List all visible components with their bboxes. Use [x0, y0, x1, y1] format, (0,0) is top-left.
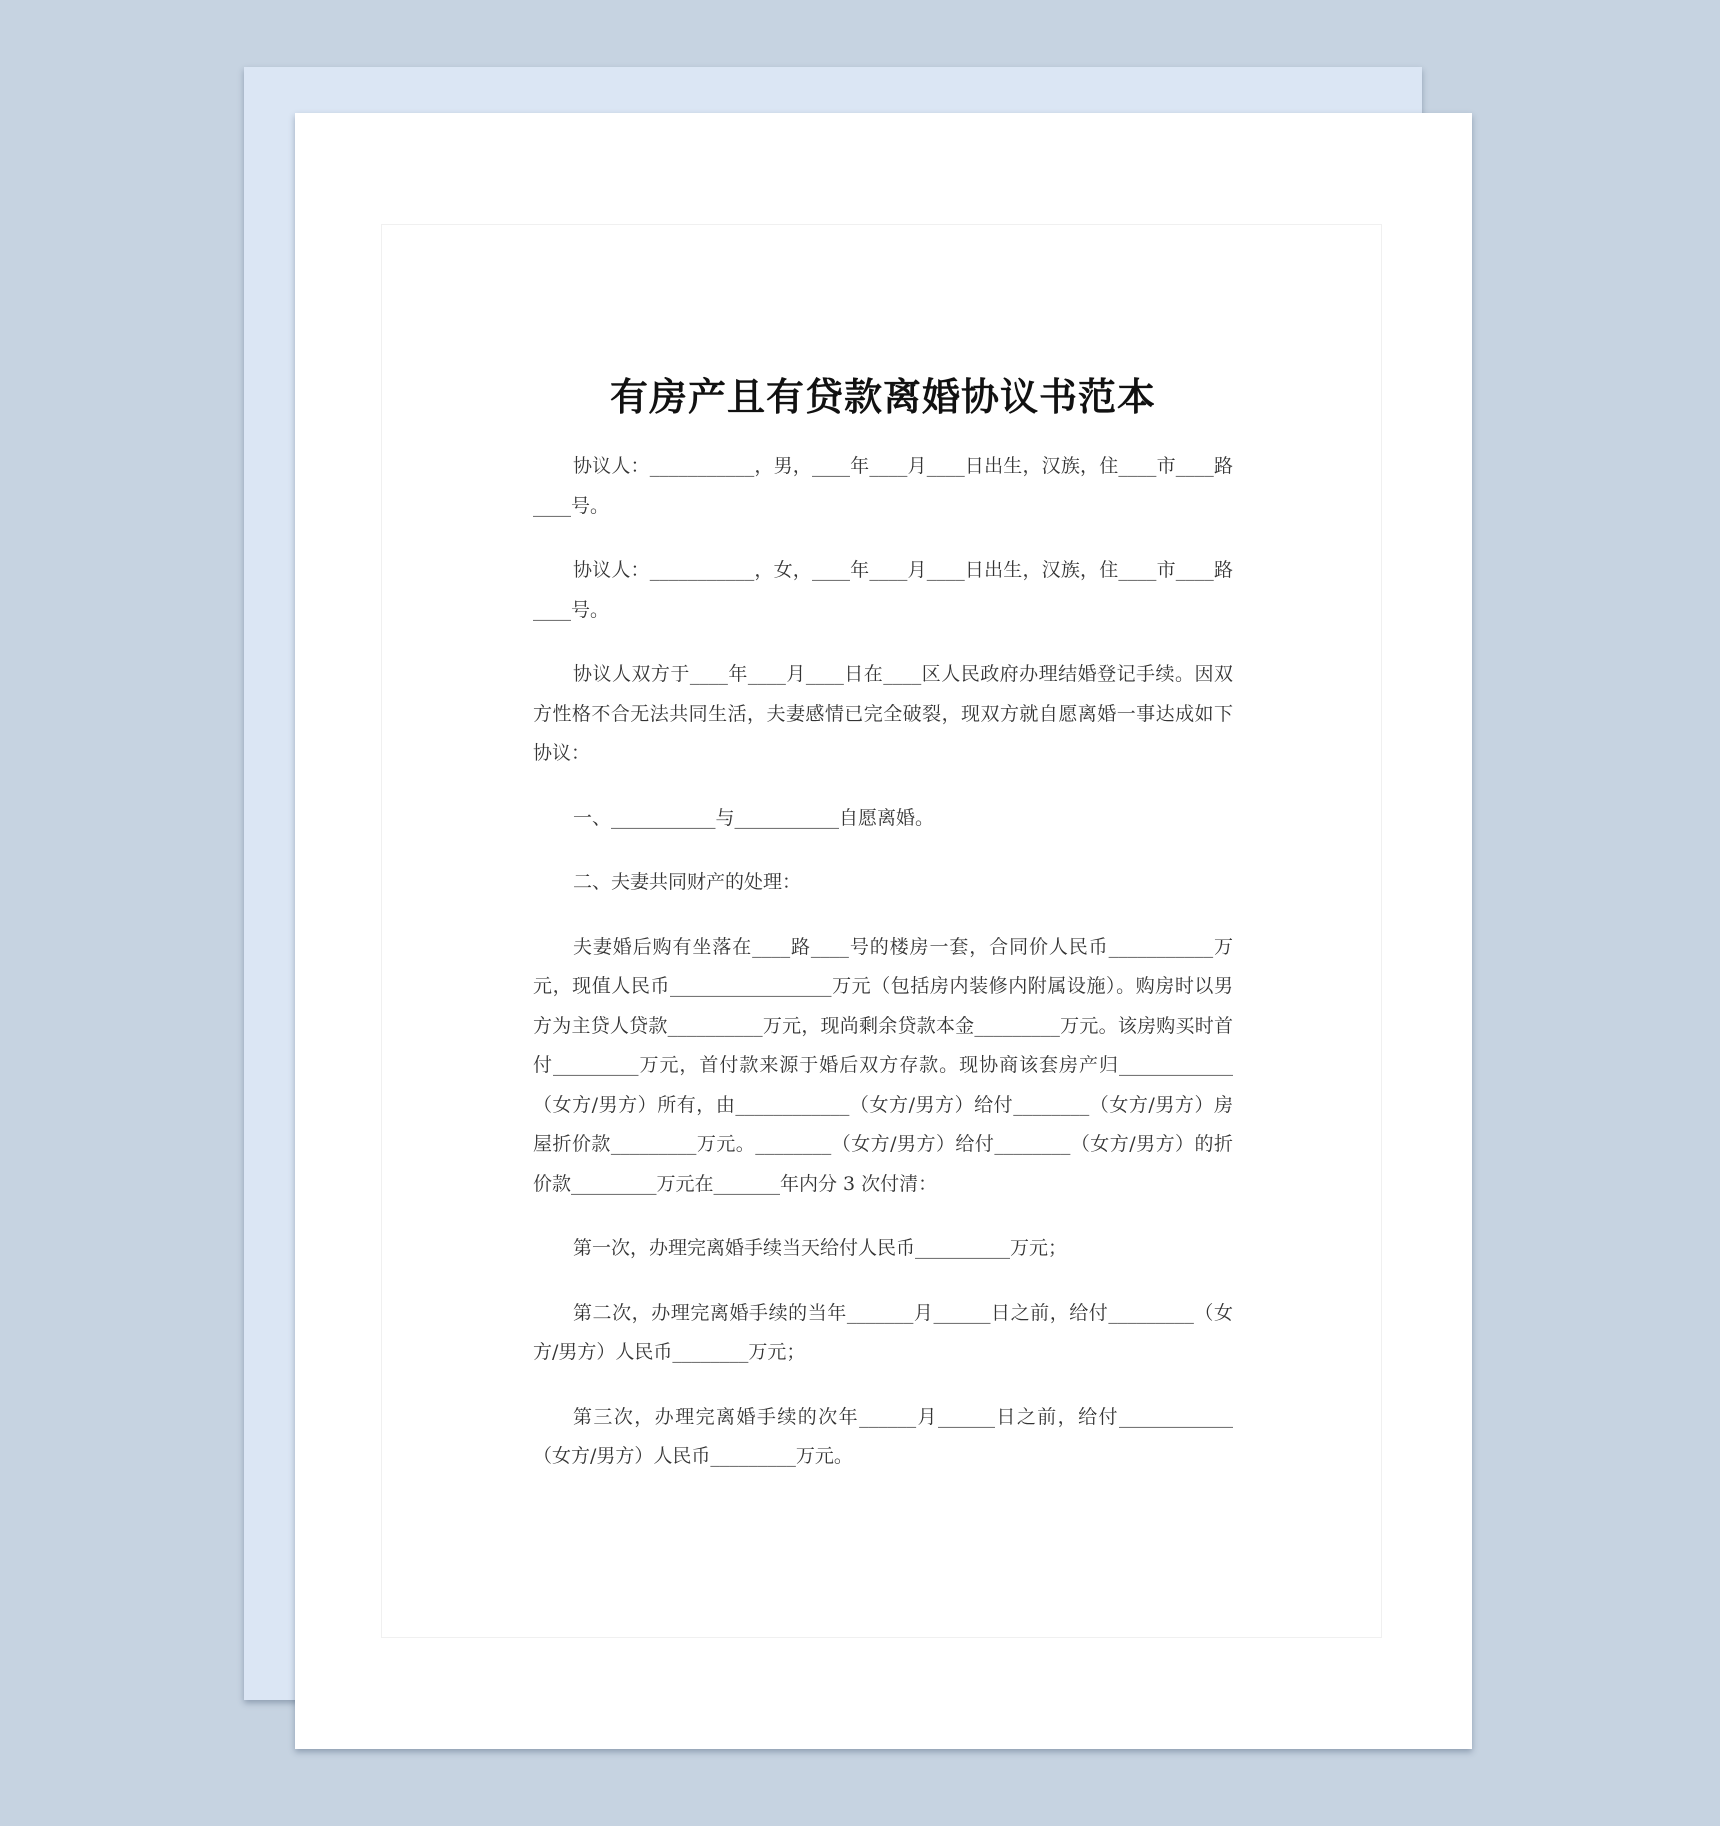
document-title: 有房产且有贷款离婚协议书范本	[609, 374, 1156, 419]
clause-two-heading: 二、夫妻共同财产的处理：	[573, 871, 802, 893]
party-one-paragraph: 协议人：___________，男，____年____月____日出生，汉族，住____市____路____号。	[533, 455, 1233, 517]
third-payment-paragraph: 第三次，办理完离婚手续的次年______月______日之前，给付____________（女方/男方）人民币_________万元。	[533, 1405, 1233, 1467]
marriage-registration-paragraph: 协议人双方于____年____月____日在____区人民政府办理结婚登记手续。因双方性格不合无法共同生活，夫妻感情已完全破裂，现双方就自愿离婚一事达成如下协议：	[533, 663, 1233, 764]
first-payment-paragraph: 第一次，办理完离婚手续当天给付人民币__________万元；	[573, 1237, 1068, 1259]
second-payment-paragraph: 第二次，办理完离婚手续的当年_______月______日之前，给付_________（女方/男方）人民币________万元；	[533, 1301, 1233, 1363]
front-page-sheet	[295, 113, 1472, 1749]
property-details-paragraph: 夫妻婚后购有坐落在____路____号的楼房一套，合同价人民币___________万元，现值人民币_________________万元（包括房内装修内附属设施）。购房时以男方为主贷人贷款__________万元，现尚剩余贷款本金_________万元。该房购买时首付_________万元，首付款来源于婚后双方存款。现协商该套房产归____________（女方/男方）所有，由____________（女方/男方）给付________（女方/男方）房屋折价款_________万元。________（女方/男方）给付________（女方/男方）的折价款_________万元在_______年内分 3 次付清：	[533, 935, 1233, 1195]
clause-one-paragraph: 一、___________与___________自愿离婚。	[573, 806, 935, 829]
document-body	[533, 372, 1233, 1502]
party-two-paragraph: 协议人：___________，女，____年____月____日出生，汉族，住____市____路____号。	[533, 559, 1233, 621]
